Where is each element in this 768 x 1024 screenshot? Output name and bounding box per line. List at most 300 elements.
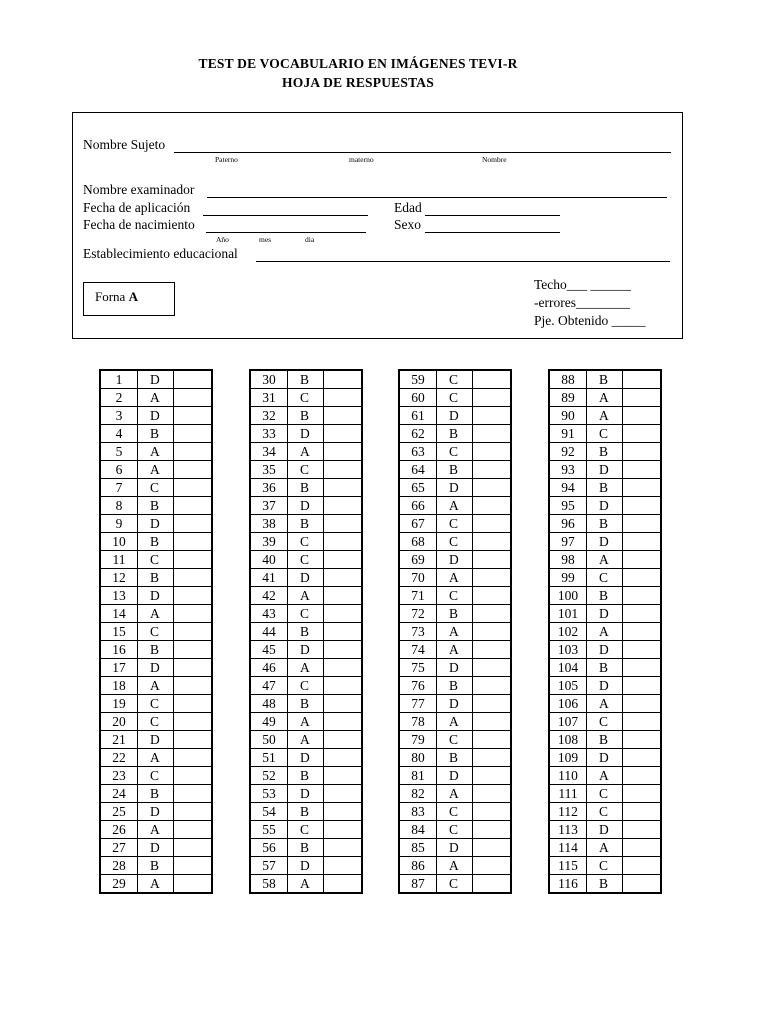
correct-answer: A [138, 389, 174, 407]
item-number: 52 [250, 767, 288, 785]
response-cell[interactable] [324, 749, 363, 767]
answer-row [250, 515, 362, 533]
answer-row [100, 587, 212, 605]
response-cell[interactable] [174, 767, 213, 785]
item-number: 106 [549, 695, 587, 713]
correct-answer: B [587, 443, 623, 461]
correct-answer: A [288, 713, 324, 731]
response-cell[interactable] [174, 533, 213, 551]
materno-caption: materno [349, 155, 374, 164]
answer-row [399, 767, 511, 785]
response-cell[interactable] [324, 821, 363, 839]
correct-answer: C [138, 767, 174, 785]
response-cell[interactable] [473, 587, 512, 605]
response-cell[interactable] [324, 497, 363, 515]
response-cell[interactable] [623, 839, 662, 857]
answer-row [250, 623, 362, 641]
response-cell[interactable] [473, 659, 512, 677]
response-cell[interactable] [473, 641, 512, 659]
response-cell[interactable] [473, 389, 512, 407]
response-cell[interactable] [174, 623, 213, 641]
answer-row [549, 407, 661, 425]
item-number: 12 [100, 569, 138, 587]
response-cell[interactable] [324, 461, 363, 479]
response-cell[interactable] [174, 731, 213, 749]
response-cell[interactable] [473, 479, 512, 497]
answer-row [549, 695, 661, 713]
nombre-examinador-field[interactable] [207, 197, 667, 198]
answer-row [549, 370, 661, 389]
response-cell[interactable] [324, 443, 363, 461]
response-cell[interactable] [473, 443, 512, 461]
answer-row [399, 677, 511, 695]
correct-answer: B [587, 659, 623, 677]
response-cell[interactable] [324, 533, 363, 551]
response-cell[interactable] [623, 803, 662, 821]
response-cell[interactable] [174, 677, 213, 695]
response-cell[interactable] [473, 839, 512, 857]
response-cell[interactable] [174, 659, 213, 677]
correct-answer: C [437, 875, 473, 894]
response-cell[interactable] [174, 551, 213, 569]
item-number: 43 [250, 605, 288, 623]
answer-row [549, 713, 661, 731]
response-cell[interactable] [324, 370, 363, 389]
answer-row [100, 389, 212, 407]
answer-row [399, 407, 511, 425]
answer-row [250, 767, 362, 785]
correct-answer: B [288, 839, 324, 857]
item-number: 74 [399, 641, 437, 659]
answer-row [100, 551, 212, 569]
response-cell[interactable] [324, 785, 363, 803]
forma-label: Forna [95, 289, 126, 304]
item-number: 49 [250, 713, 288, 731]
response-cell[interactable] [324, 425, 363, 443]
techo-label: Techo___ ______ [534, 277, 631, 292]
item-number: 111 [549, 785, 587, 803]
item-number: 85 [399, 839, 437, 857]
item-number: 13 [100, 587, 138, 605]
correct-answer: B [138, 533, 174, 551]
correct-answer: D [138, 587, 174, 605]
paterno-caption: Paterno [215, 155, 238, 164]
response-cell[interactable] [473, 569, 512, 587]
answer-row [100, 821, 212, 839]
answer-row [399, 425, 511, 443]
response-cell[interactable] [174, 479, 213, 497]
response-cell[interactable] [324, 731, 363, 749]
item-number: 58 [250, 875, 288, 894]
item-number: 22 [100, 749, 138, 767]
response-cell[interactable] [324, 515, 363, 533]
answer-row [399, 587, 511, 605]
correct-answer: C [437, 587, 473, 605]
response-cell[interactable] [174, 713, 213, 731]
answer-row [100, 515, 212, 533]
answer-row [100, 677, 212, 695]
response-cell[interactable] [174, 605, 213, 623]
correct-answer: C [587, 569, 623, 587]
answer-row [250, 479, 362, 497]
answer-row [549, 515, 661, 533]
response-cell[interactable] [623, 443, 662, 461]
item-number: 72 [399, 605, 437, 623]
response-cell[interactable] [174, 425, 213, 443]
response-cell[interactable] [324, 659, 363, 677]
response-cell[interactable] [174, 389, 213, 407]
item-number: 33 [250, 425, 288, 443]
item-number: 104 [549, 659, 587, 677]
response-cell[interactable] [623, 857, 662, 875]
response-cell[interactable] [623, 821, 662, 839]
response-cell[interactable] [174, 875, 213, 894]
response-cell[interactable] [473, 533, 512, 551]
response-cell[interactable] [324, 623, 363, 641]
response-cell[interactable] [473, 425, 512, 443]
answer-row [549, 533, 661, 551]
response-cell[interactable] [623, 407, 662, 425]
item-number: 110 [549, 767, 587, 785]
correct-answer: C [288, 677, 324, 695]
answer-row [250, 785, 362, 803]
response-cell[interactable] [174, 587, 213, 605]
fecha-aplicacion-field[interactable] [203, 215, 368, 216]
response-cell[interactable] [324, 857, 363, 875]
correct-answer: A [288, 875, 324, 894]
response-cell[interactable] [473, 767, 512, 785]
response-cell[interactable] [174, 461, 213, 479]
response-cell[interactable] [623, 425, 662, 443]
response-cell[interactable] [623, 623, 662, 641]
item-number: 59 [399, 370, 437, 389]
item-number: 6 [100, 461, 138, 479]
correct-answer: B [587, 875, 623, 894]
correct-answer: D [437, 407, 473, 425]
correct-answer: A [288, 587, 324, 605]
response-cell[interactable] [623, 659, 662, 677]
answer-row [100, 533, 212, 551]
item-number: 36 [250, 479, 288, 497]
nombre-caption: Nombre [482, 155, 507, 164]
item-number: 28 [100, 857, 138, 875]
item-number: 39 [250, 533, 288, 551]
item-number: 116 [549, 875, 587, 894]
item-number: 94 [549, 479, 587, 497]
answer-row [100, 839, 212, 857]
response-cell[interactable] [623, 785, 662, 803]
correct-answer: D [587, 497, 623, 515]
correct-answer: A [138, 461, 174, 479]
correct-answer: B [437, 677, 473, 695]
sexo-field[interactable] [425, 232, 560, 233]
response-cell[interactable] [174, 785, 213, 803]
establecimiento-field[interactable] [256, 261, 670, 262]
response-cell[interactable] [324, 713, 363, 731]
correct-answer: B [288, 767, 324, 785]
item-number: 109 [549, 749, 587, 767]
response-cell[interactable] [623, 569, 662, 587]
response-cell[interactable] [324, 839, 363, 857]
correct-answer: A [587, 839, 623, 857]
response-cell[interactable] [473, 461, 512, 479]
correct-answer: D [437, 551, 473, 569]
item-number: 115 [549, 857, 587, 875]
answer-row [250, 713, 362, 731]
item-number: 29 [100, 875, 138, 894]
correct-answer: B [437, 605, 473, 623]
item-number: 9 [100, 515, 138, 533]
response-cell[interactable] [623, 641, 662, 659]
response-cell[interactable] [324, 479, 363, 497]
response-cell[interactable] [623, 695, 662, 713]
response-cell[interactable] [473, 857, 512, 875]
item-number: 95 [549, 497, 587, 515]
response-cell[interactable] [473, 407, 512, 425]
response-cell[interactable] [174, 695, 213, 713]
response-cell[interactable] [623, 677, 662, 695]
correct-answer: A [138, 677, 174, 695]
answer-row [250, 677, 362, 695]
correct-answer: C [138, 479, 174, 497]
item-number: 65 [399, 479, 437, 497]
answer-row [100, 497, 212, 515]
answer-row [250, 533, 362, 551]
answer-row [399, 713, 511, 731]
response-cell[interactable] [473, 803, 512, 821]
correct-answer: D [138, 731, 174, 749]
response-cell[interactable] [174, 749, 213, 767]
response-cell[interactable] [174, 641, 213, 659]
correct-answer: A [138, 875, 174, 894]
response-cell[interactable] [623, 875, 662, 894]
item-number: 38 [250, 515, 288, 533]
response-cell[interactable] [623, 461, 662, 479]
correct-answer: A [288, 731, 324, 749]
response-cell[interactable] [324, 551, 363, 569]
item-number: 107 [549, 713, 587, 731]
response-cell[interactable] [174, 569, 213, 587]
correct-answer: B [288, 695, 324, 713]
subject-info-form [72, 112, 683, 339]
item-number: 86 [399, 857, 437, 875]
correct-answer: A [138, 749, 174, 767]
correct-answer: C [587, 785, 623, 803]
correct-answer: C [437, 389, 473, 407]
correct-answer: A [437, 623, 473, 641]
nombre-sujeto-field[interactable] [174, 152, 671, 153]
correct-answer: A [437, 785, 473, 803]
item-number: 34 [250, 443, 288, 461]
response-cell[interactable] [473, 875, 512, 894]
answer-row [100, 370, 212, 389]
correct-answer: D [587, 461, 623, 479]
correct-answer: D [437, 479, 473, 497]
correct-answer: C [437, 370, 473, 389]
answer-row [100, 605, 212, 623]
correct-answer: B [587, 587, 623, 605]
answer-row [250, 803, 362, 821]
answer-row [549, 821, 661, 839]
correct-answer: B [587, 370, 623, 389]
answer-row [250, 641, 362, 659]
response-cell[interactable] [473, 731, 512, 749]
answer-row [100, 767, 212, 785]
response-cell[interactable] [174, 407, 213, 425]
response-cell[interactable] [324, 641, 363, 659]
correct-answer: D [288, 497, 324, 515]
response-cell[interactable] [473, 551, 512, 569]
response-cell[interactable] [473, 749, 512, 767]
answer-row [250, 551, 362, 569]
response-cell[interactable] [324, 605, 363, 623]
correct-answer: A [587, 623, 623, 641]
item-number: 18 [100, 677, 138, 695]
response-cell[interactable] [473, 713, 512, 731]
response-cell[interactable] [174, 515, 213, 533]
answer-row [250, 605, 362, 623]
response-cell[interactable] [473, 677, 512, 695]
item-number: 54 [250, 803, 288, 821]
item-number: 64 [399, 461, 437, 479]
item-number: 75 [399, 659, 437, 677]
item-number: 50 [250, 731, 288, 749]
response-cell[interactable] [623, 515, 662, 533]
answer-row [250, 839, 362, 857]
response-cell[interactable] [623, 713, 662, 731]
answer-row [100, 425, 212, 443]
correct-answer: C [437, 803, 473, 821]
item-number: 11 [100, 551, 138, 569]
response-cell[interactable] [623, 533, 662, 551]
item-number: 99 [549, 569, 587, 587]
correct-answer: A [138, 443, 174, 461]
answer-row [250, 875, 362, 894]
response-cell[interactable] [324, 677, 363, 695]
correct-answer: C [437, 515, 473, 533]
response-cell[interactable] [324, 587, 363, 605]
response-cell[interactable] [473, 695, 512, 713]
response-cell[interactable] [623, 497, 662, 515]
response-cell[interactable] [473, 515, 512, 533]
item-number: 87 [399, 875, 437, 894]
item-number: 19 [100, 695, 138, 713]
response-cell[interactable] [623, 587, 662, 605]
response-cell[interactable] [473, 497, 512, 515]
correct-answer: C [288, 461, 324, 479]
correct-answer: D [587, 641, 623, 659]
item-number: 5 [100, 443, 138, 461]
answer-row [549, 641, 661, 659]
item-number: 91 [549, 425, 587, 443]
answer-row [549, 443, 661, 461]
correct-answer: B [288, 623, 324, 641]
response-cell[interactable] [473, 785, 512, 803]
answer-row [549, 677, 661, 695]
item-number: 17 [100, 659, 138, 677]
answer-row [100, 731, 212, 749]
response-cell[interactable] [174, 443, 213, 461]
fecha-nacimiento-field[interactable] [206, 232, 366, 233]
correct-answer: B [587, 515, 623, 533]
response-cell[interactable] [623, 551, 662, 569]
correct-answer: D [587, 533, 623, 551]
response-cell[interactable] [174, 857, 213, 875]
item-number: 90 [549, 407, 587, 425]
response-cell[interactable] [623, 605, 662, 623]
response-cell[interactable] [324, 767, 363, 785]
answer-row [549, 803, 661, 821]
response-cell[interactable] [174, 370, 213, 389]
response-cell[interactable] [174, 839, 213, 857]
correct-answer: A [437, 713, 473, 731]
answer-row [399, 533, 511, 551]
item-number: 78 [399, 713, 437, 731]
answer-row [399, 370, 511, 389]
response-cell[interactable] [174, 497, 213, 515]
response-cell[interactable] [623, 731, 662, 749]
correct-answer: B [437, 461, 473, 479]
answer-row [250, 695, 362, 713]
item-number: 57 [250, 857, 288, 875]
correct-answer: C [437, 731, 473, 749]
response-cell[interactable] [174, 803, 213, 821]
response-cell[interactable] [324, 803, 363, 821]
response-cell[interactable] [324, 875, 363, 894]
correct-answer: D [288, 857, 324, 875]
item-number: 37 [250, 497, 288, 515]
correct-answer: B [138, 857, 174, 875]
response-cell[interactable] [324, 695, 363, 713]
response-cell[interactable] [623, 767, 662, 785]
edad-field[interactable] [425, 215, 560, 216]
item-number: 44 [250, 623, 288, 641]
response-cell[interactable] [473, 821, 512, 839]
correct-answer: A [587, 695, 623, 713]
answer-row [250, 749, 362, 767]
response-cell[interactable] [473, 605, 512, 623]
correct-answer: C [288, 821, 324, 839]
response-cell[interactable] [174, 821, 213, 839]
response-cell[interactable] [324, 389, 363, 407]
correct-answer: C [288, 605, 324, 623]
item-number: 102 [549, 623, 587, 641]
puntaje-label: Pje. Obtenido _____ [534, 313, 646, 328]
item-number: 7 [100, 479, 138, 497]
correct-answer: A [138, 821, 174, 839]
item-number: 92 [549, 443, 587, 461]
response-cell[interactable] [623, 479, 662, 497]
response-cell[interactable] [623, 370, 662, 389]
answer-row [549, 605, 661, 623]
answer-row [399, 749, 511, 767]
anio-caption: Año [216, 235, 229, 244]
answer-row [399, 821, 511, 839]
response-cell[interactable] [473, 370, 512, 389]
correct-answer: A [587, 389, 623, 407]
response-cell[interactable] [324, 569, 363, 587]
response-cell[interactable] [324, 407, 363, 425]
correct-answer: D [138, 803, 174, 821]
answer-row [399, 479, 511, 497]
answer-table-1 [99, 369, 213, 894]
response-cell[interactable] [473, 623, 512, 641]
answer-row [250, 389, 362, 407]
response-cell[interactable] [623, 749, 662, 767]
errores-label: -errores________ [534, 295, 630, 310]
answer-row [100, 803, 212, 821]
response-cell[interactable] [623, 389, 662, 407]
